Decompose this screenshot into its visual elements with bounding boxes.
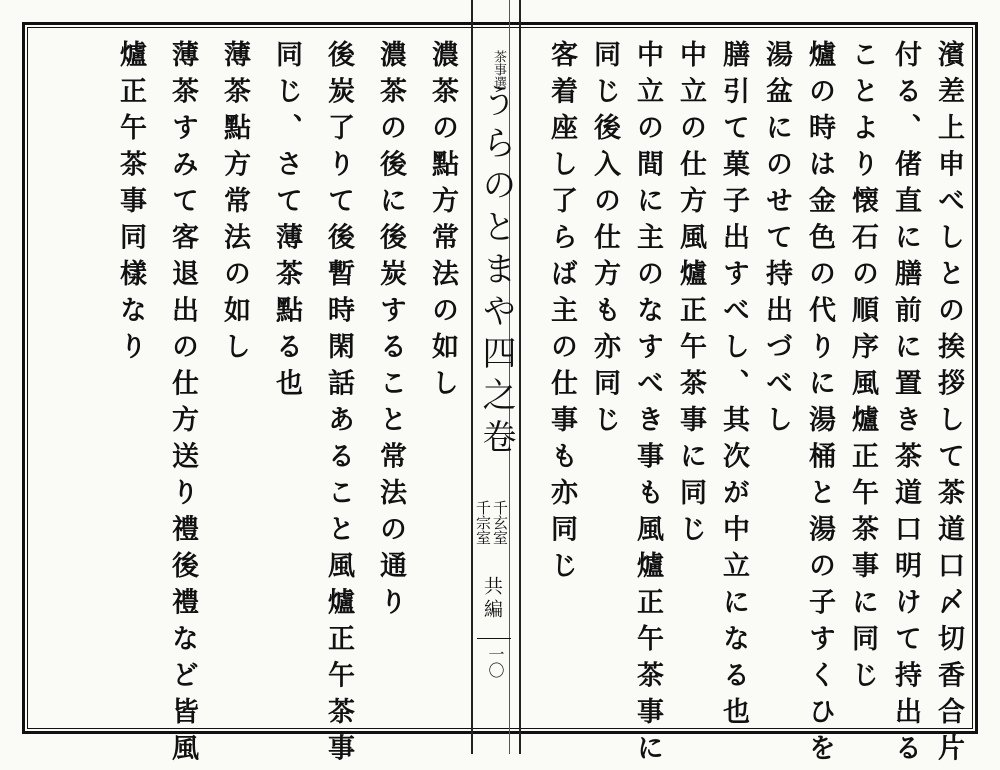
joint-editors-label: 共編 (481, 576, 503, 622)
editor-1: 千玄室 (491, 500, 509, 545)
series-label: 茶事選 (491, 50, 506, 89)
left-page-line-7: 爐正午茶事同樣なり (115, 40, 146, 369)
page-number: 一〇 (486, 646, 505, 678)
spine-divider-right (519, 0, 521, 754)
page-number-rule (477, 638, 511, 639)
left-page-line-3: 後炭了りて後暫時閑話あること風爐正午茶事 (323, 40, 354, 770)
editor-2: 千宗室 (474, 500, 492, 545)
right-page-line-8: 中立の間に主のなすべき事も風爐正午茶事に (632, 40, 663, 770)
right-page-line-10: 客着座し了らば主の仕事も亦同じ (546, 40, 577, 588)
running-head (473, 48, 517, 728)
left-page-line-2: 濃茶の後に後炭すること常法の通り (375, 40, 406, 624)
right-page-line-3: ことより懐石の順序風爐正午茶事に同じ (847, 40, 878, 697)
right-page-line-9: 同じ後入の仕方も亦同じ (589, 40, 620, 442)
right-page-line-1: 濱差上申べしとの挨拶して茶道口〆切香合片 (933, 40, 964, 770)
right-page-line-2: 付る、偖直に膳前に置き茶道口明けて持出る (890, 40, 921, 770)
book-title: うらのとまや四之卷 (476, 83, 516, 461)
editors (474, 500, 508, 545)
right-page-line-6: 膳引て菓子出すべし、其次が中立になる也 (718, 40, 749, 734)
left-page-line-5: 薄茶點方常法の如し (219, 40, 250, 369)
left-page-line-4: 同じ、さて薄茶點る也 (271, 40, 302, 405)
right-page-line-4: 爐の時は金色の代りに湯桶と湯の子すくひを (804, 40, 835, 770)
left-page-line-6: 薄茶すみて客退出の仕方送り禮後禮など皆風 (167, 40, 198, 770)
left-page-line-1: 濃茶の點方常法の如し (427, 40, 458, 405)
right-page-line-5: 湯盆にのせて持出づべし (761, 40, 792, 442)
right-page-line-7: 中立の仕方風爐正午茶事に同じ (675, 40, 706, 551)
